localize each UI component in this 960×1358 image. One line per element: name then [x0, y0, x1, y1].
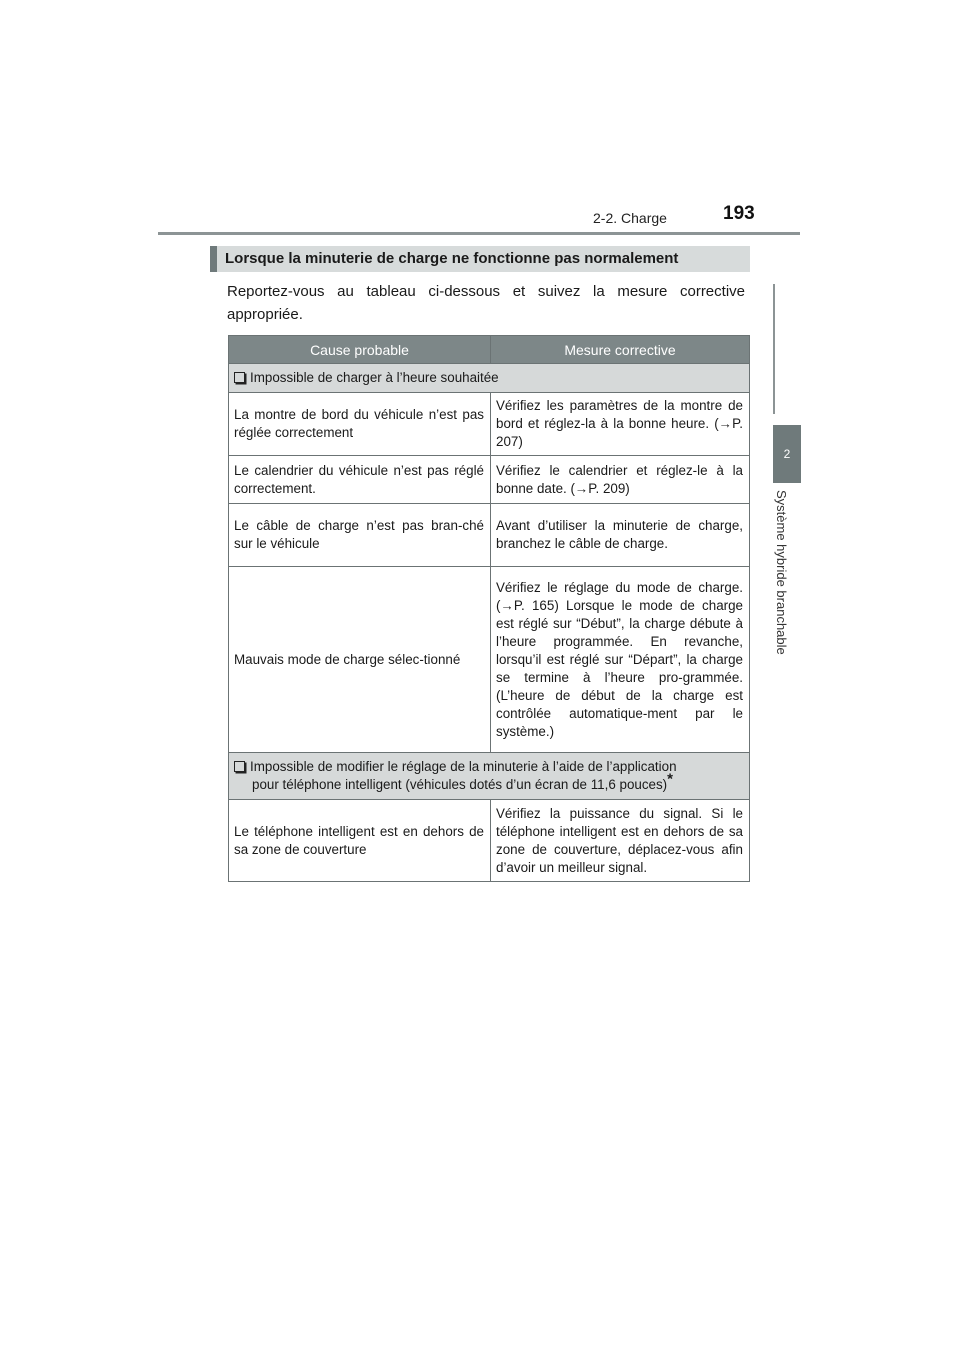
group-title-line1: Impossible de modifier le réglage de la minuterie à l’aide de l’application	[250, 759, 677, 774]
side-tab-divider	[773, 284, 775, 414]
troubleshooting-table	[228, 335, 750, 882]
checkbox-square-icon	[234, 372, 245, 383]
chapter-tab-label: Système hybride branchable	[774, 490, 789, 655]
measure-cell: Vérifiez les paramètres de la montre de bord et réglez-la à la bonne heure. (→P. 207)	[491, 393, 750, 456]
table-row	[229, 393, 750, 456]
measure-cell: Vérifiez le calendrier et réglez-le à la bonne date. (→P. 209)	[491, 456, 750, 504]
group-title-cell	[229, 753, 750, 800]
group-title: Impossible de charger à l’heure souhaitée	[250, 370, 499, 385]
header-divider	[158, 232, 800, 235]
page-number: 193	[723, 203, 755, 224]
checkbox-square-icon	[234, 761, 245, 772]
table-row	[229, 456, 750, 504]
cause-cell: Le calendrier du véhicule n’est pas réglé correctement.	[229, 456, 491, 504]
column-header-cause: Cause probable	[229, 336, 491, 364]
table-header-row	[229, 336, 750, 364]
table-group-row	[229, 753, 750, 800]
cause-cell: Le câble de charge n’est pas bran-ché sur le véhicule	[229, 504, 491, 567]
cause-cell: Mauvais mode de charge sélec-tionné	[229, 567, 491, 753]
measure-cell: Avant d’utiliser la minuterie de charge, branchez le câble de charge.	[491, 504, 750, 567]
measure-cell: Vérifiez le réglage du mode de charge. (→P. 165) Lorsque le mode de charge est réglé sur “Début”, la charge débute à l’heure programmée. En revanche, lorsqu’il est réglé sur “Départ”, la charge se termine à l’heure pro-grammée. (L’heure de début de la charge est contrôlée automatique-ment par le système.)	[491, 567, 750, 753]
column-header-measure: Mesure corrective	[491, 336, 750, 364]
group-title-line2-wrap	[234, 770, 743, 794]
group-title-line2: pour téléphone intelligent (véhicules dotés d’un écran de 11,6 pouces)	[252, 777, 668, 792]
chapter-tab-label-container	[774, 490, 797, 680]
table-row	[229, 567, 750, 753]
table-row	[229, 504, 750, 567]
measure-cell: Vérifiez la puissance du signal. Si le téléphone intelligent est en dehors de sa zone de couverture, déplacez-vous afin d’avoir un meilleur signal.	[491, 800, 750, 882]
running-header-section: 2-2. Charge	[593, 210, 667, 226]
footnote-asterisk: *	[667, 770, 673, 788]
table-row	[229, 800, 750, 882]
cause-cell: Le téléphone intelligent est en dehors de sa zone de couverture	[229, 800, 491, 882]
section-heading: Lorsque la minuterie de charge ne fonctionne pas normalement	[210, 246, 750, 272]
chapter-tab-number: 2	[773, 425, 801, 483]
group-title-cell	[229, 364, 750, 393]
intro-paragraph: Reportez-vous au tableau ci-dessous et suivez la mesure corrective appropriée.	[227, 283, 745, 323]
table-group-row	[229, 364, 750, 393]
cause-cell: La montre de bord du véhicule n’est pas réglée correctement	[229, 393, 491, 456]
